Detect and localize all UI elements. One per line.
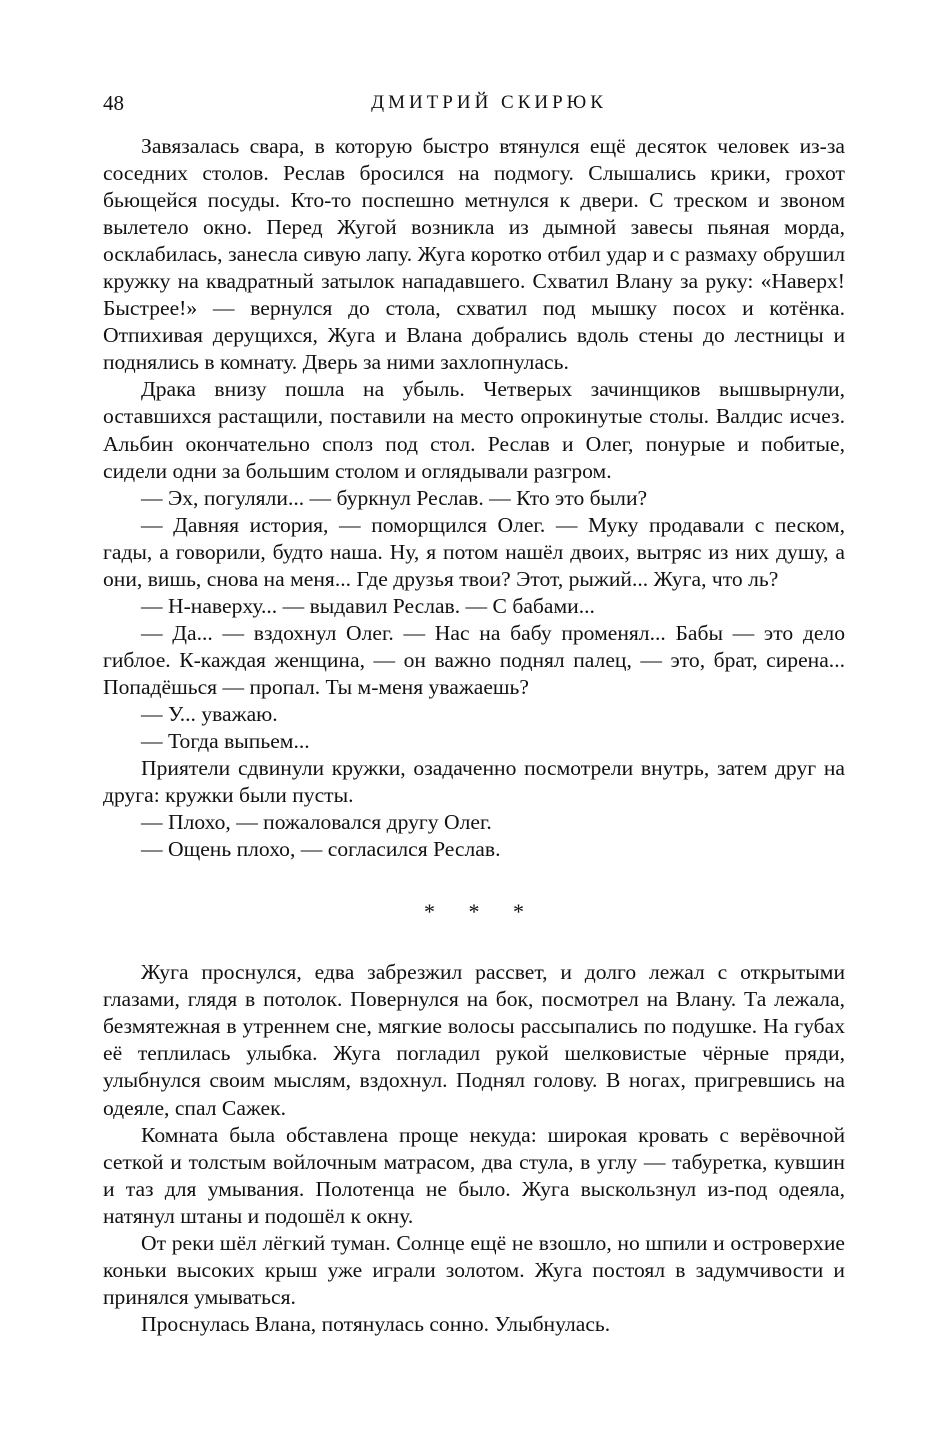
dialogue-line: — У... уважаю.: [141, 701, 278, 726]
page-number: 48: [103, 91, 124, 115]
paragraph: Проснулась Влана, потянулась сонно. Улыбнулась.: [141, 1311, 611, 1336]
paragraph: Драка внизу пошла на убыль. Четверых зачинщиков вышвырнули, оставшихся растащили, поставили на место опрокинутые столы. Валдис исчез. Альбин окончательно сполз под стол. Реслав и Олег, понурые и побитые, сидели одни за большим столом и оглядывали разгром.: [103, 377, 845, 483]
dialogue-line: — Плохо, — пожаловался другу Олег.: [141, 810, 492, 835]
dialogue-line: — Да... — вздохнул Олег. — Нас на бабу променял... Бабы — это дело гиблое. К-каждая женщина, — он важно поднял палец, — это, брат, сирена... Попадёшься — пропал. Ты м-меня уважаешь?: [103, 620, 845, 699]
paragraph: Жуга проснулся, едва забрезжил рассвет, и долго лежал с открытыми глазами, глядя в потолок. Повернулся на бок, посмотрел на Влану. Та лежала, безмятежная в утреннем сне, мягкие волосы рассыпались по подушке. На губах её теплилась улыбка. Жуга погладил рукой шелковистые чёрные пряди, улыбнулся своим мыслям, вздохнул. Поднял голову. В ногах, пригревшись на одеяле, спал Сажек.: [103, 960, 845, 1120]
dialogue-line: — Ощень плохо, — согласился Реслав.: [141, 837, 501, 862]
paragraph: Завязалась свара, в которую быстро втянулся ещё десяток человек из-за соседних столов. Реслав бросился на подмогу. Слышались крики, грохот бьющейся посуды. Кто-то поспешно метнулся к двери. С треском и звоном вылетело окно. Перед Жугой возникла из дымной завесы пьяная морда, осклабилась, занесла сивую лапу. Жуга коротко отбил удар и с размаху обрушил кружку на квадратный затылок нападавшего. Схватил Влану за руку: «Наверх! Быстрее!» — вернулся до стола, схватил под мышку посох и котёнка. Отпихивая дерущихся, Жуга и Влана добрались вдоль стены до лестницы и поднялись в комнату. Дверь за ними захлопнулась.: [103, 134, 845, 375]
dialogue-line: — Тогда выпьем...: [141, 729, 310, 754]
paragraph: Приятели сдвинули кружки, озадаченно посмотрели внутрь, затем друг на друга: кружки были пусты.: [103, 756, 845, 808]
page-header: [103, 88, 845, 118]
dialogue-line: — Н-наверху... — выдавил Реслав. — С бабами...: [141, 593, 595, 618]
paragraph: Комната была обставлена проще некуда: широкая кровать с верёвочной сеткой и толстым войлочным матрасом, два стула, в углу — табуретка, кувшин и таз для умывания. Полотенца не было. Жуга выскользнул из-под одеяла, натянул штаны и подошёл к окну.: [103, 1122, 845, 1228]
dialogue-line: — Давняя история, — поморщился Олег. — Муку продавали с песком, гады, а говорили, будто наша. Ну, я потом нашёл двоих, вытряс из них душу, а они, вишь, снова на меня... Где друзья твои? Этот, рыжий... Жуга, что ль?: [103, 512, 845, 591]
body-text: [103, 133, 845, 1338]
paragraph: От реки шёл лёгкий туман. Солнце ещё не взошло, но шпили и островерхие коньки высоких крыш уже играли золотом. Жуга постоял в задумчивости и принялся умываться.: [103, 1230, 845, 1309]
section-separator: * * *: [424, 899, 538, 925]
dialogue-line: — Эх, погуляли... — буркнул Реслав. — Кто это были?: [141, 485, 648, 510]
running-head-author: ДМИТРИЙ СКИРЮК: [371, 92, 607, 113]
